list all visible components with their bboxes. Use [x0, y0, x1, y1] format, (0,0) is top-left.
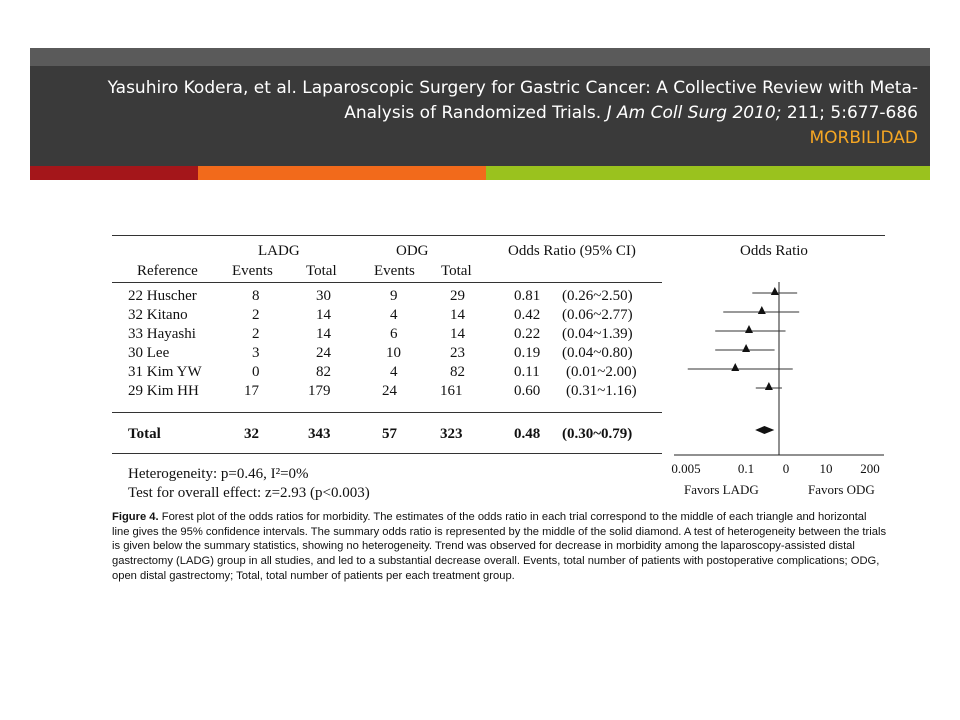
group-header-or-ci: Odds Ratio (95% CI): [508, 243, 636, 259]
row-odg-total: 14: [450, 326, 465, 342]
figure-caption: [112, 510, 887, 584]
x-tick-label: 10: [819, 461, 833, 476]
row-ci: (0.31~1.16): [566, 383, 637, 399]
col-header-ladg-events: Events: [232, 263, 273, 279]
row-odg-total: 14: [450, 307, 465, 323]
row-or: 0.42: [514, 307, 541, 323]
total-or: 0.48: [514, 426, 541, 442]
favors-right-label: Favors ODG: [808, 482, 875, 497]
col-header-odg-events: Events: [374, 263, 415, 279]
title-main: Yasuhiro Kodera, et al. Laparoscopic Surgery for Gastric Cancer: A Collective Review with Meta-Analysis of Randomized Trials.: [107, 78, 918, 123]
caption-text: Forest plot of the odds ratios for morbidity. The estimates of the odds ratio in each trial correspond to the middle of each triangle and horizontal line gives the 95% confidence intervals. The summary odds ratio is represented by the middle of the solid diamond. A test of heterogeneity between the trials is given below the summary statistics, showing no heterogeneity. Trend was observed for decrease in morbidity among the laparoscopy-assisted distal gastrectomy (LADG) group in all studies, and led to a substantial decrease overall. Events, total number of patients with postoperative complications; ODG, open distal gastrectomy; Total, total number of patients per each treatment group.: [112, 511, 887, 582]
group-header-or-plot: Odds Ratio: [740, 243, 808, 259]
row-or: 0.19: [514, 345, 541, 361]
group-header-ladg: LADG: [258, 243, 300, 259]
row-ladg-total: 24: [316, 345, 331, 361]
total-odg-events: 57: [382, 426, 397, 442]
favors-left-label: Favors LADG: [684, 482, 759, 497]
row-or: 0.81: [514, 288, 541, 304]
row-ladg-total: 30: [316, 288, 331, 304]
summary-diamond: [755, 426, 774, 434]
row-ci: (0.26~2.50): [562, 288, 633, 304]
row-ladg-events: 2: [252, 307, 260, 323]
row-or: 0.11: [514, 364, 540, 380]
x-tick-label: 0: [782, 461, 790, 476]
row-ladg-total: 14: [316, 326, 331, 342]
row-ladg-events: 2: [252, 326, 260, 342]
row-or: 0.60: [514, 383, 541, 399]
row-odg-total: 161: [440, 383, 463, 399]
col-header-odg-total: Total: [441, 263, 472, 279]
total-ci: (0.30~0.79): [562, 426, 633, 442]
row-or: 0.22: [514, 326, 541, 342]
caption-label: Figure 4.: [112, 511, 159, 523]
row-ladg-events: 0: [252, 364, 260, 380]
row-odg-total: 82: [450, 364, 465, 380]
x-tick-label: 200: [860, 461, 880, 476]
overall-effect-text: Test for overall effect: z=2.93 (p<0.003): [128, 485, 370, 501]
row-ref: 32 Kitano: [128, 307, 188, 323]
row-odg-events: 6: [390, 326, 398, 342]
study-marker: [731, 363, 739, 371]
study-marker: [742, 344, 750, 352]
row-ref: 22 Huscher: [128, 288, 197, 304]
col-header-ladg-total: Total: [306, 263, 337, 279]
row-ladg-total: 14: [316, 307, 331, 323]
row-odg-total: 23: [450, 345, 465, 361]
row-ladg-events: 17: [244, 383, 259, 399]
heterogeneity-text: Heterogeneity: p=0.46, I²=0%: [128, 466, 309, 482]
study-marker: [765, 382, 773, 390]
x-tick-label: 0.1: [737, 461, 755, 476]
row-odg-total: 29: [450, 288, 465, 304]
slide-subtitle: MORBILIDAD: [809, 128, 918, 148]
row-ref: 31 Kim YW: [128, 364, 202, 380]
row-ci: (0.04~0.80): [562, 345, 633, 361]
row-ladg-total: 179: [308, 383, 331, 399]
row-ladg-total: 82: [316, 364, 331, 380]
row-odg-events: 9: [390, 288, 398, 304]
x-tick-label: 0.005: [671, 461, 701, 476]
group-header-odg: ODG: [396, 243, 429, 259]
total-ladg-events: 32: [244, 426, 259, 442]
row-ci: (0.06~2.77): [562, 307, 633, 323]
row-odg-events: 4: [390, 364, 398, 380]
row-ladg-events: 8: [252, 288, 260, 304]
row-ref: 30 Lee: [128, 345, 170, 361]
col-header-reference: Reference: [137, 263, 198, 279]
row-ci: (0.04~1.39): [562, 326, 633, 342]
title-journal: J Am Coll Surg 2010;: [606, 103, 782, 123]
row-ref: 29 Kim HH: [128, 383, 199, 399]
total-ladg-total: 343: [308, 426, 331, 442]
study-marker: [758, 306, 766, 314]
study-marker: [771, 287, 779, 295]
row-ref: 33 Hayashi: [128, 326, 196, 342]
study-marker: [745, 325, 753, 333]
total-odg-total: 323: [440, 426, 463, 442]
row-ci: (0.01~2.00): [566, 364, 637, 380]
row-odg-events: 4: [390, 307, 398, 323]
total-ref: Total: [128, 426, 161, 442]
row-ladg-events: 3: [252, 345, 260, 361]
row-odg-events: 10: [386, 345, 401, 361]
title-tail: 211; 5:677-686: [781, 103, 918, 123]
row-odg-events: 24: [382, 383, 397, 399]
